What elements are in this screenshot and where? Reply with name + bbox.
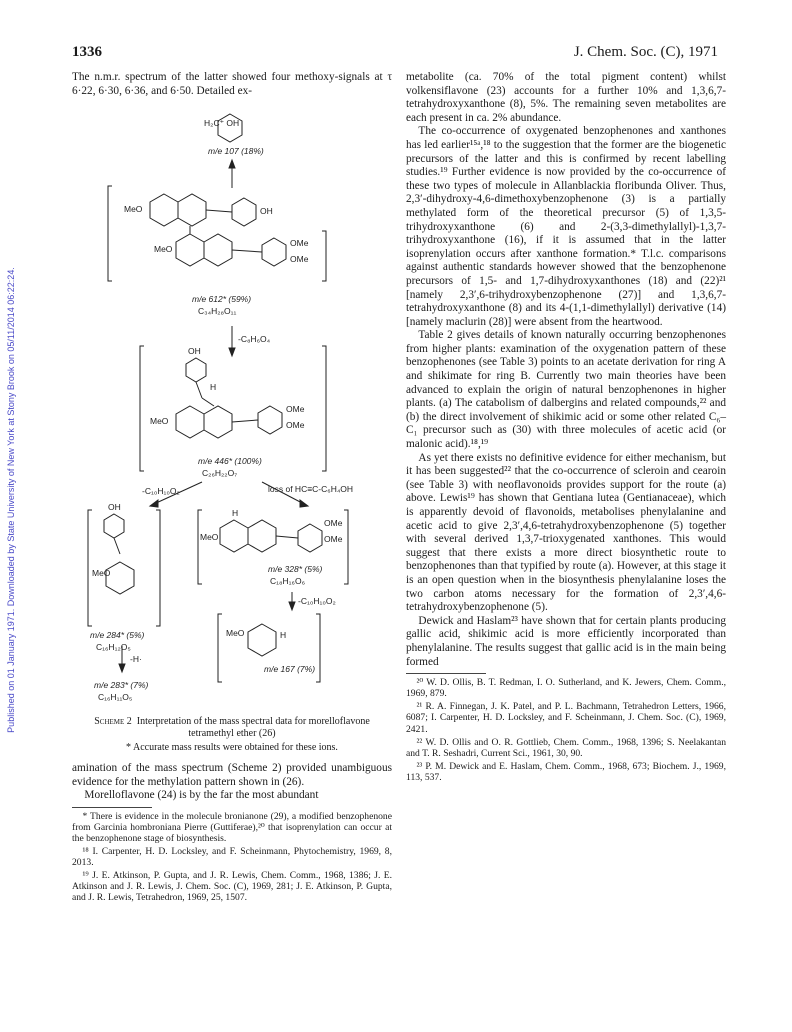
mass-spec-scheme (72, 106, 392, 738)
loss-left-label: -C₁₀H₁₀O₂ (142, 486, 180, 496)
right-footnotes (406, 677, 726, 783)
meo-label: MeO (150, 416, 169, 426)
paragraph: The co-occurrence of oxygenated benzophenones and xanthones has led earlier¹⁵ᵃ,¹⁸ to the suggestion that the former are the biogenetic precursors of the latter and this is confirmed by recent labelling studies.¹⁹ Further evidence is now provided by the co-occurrence of these two types of molecule in Allanblackia floribunda Oliver. Thus, 2,3′-dihydroxy-4,6-dimethoxybenzophenone (3) is a partially methylated form of the theoretical precursor (5) of 1,3,5-trihydroxyxanthone (6) and 2-(3,3-dimethylallyl)-1,3,7-trihydroxyxanthone (16), if it is assumed that in the latter isoprenylation occurs after xanthone formation.* T.l.c. comparisons against authentic standards however showed that the benzophenone precursors of 1,5- and 1,7-dihydroxyxanthones (18) and (22)²¹ [namely 2,3′,6-trihydroxybenzophenone (27)] and 1,3,6,7-tetrahydroxyxanthone (8) and its 4-(1,1-dimethylallyl) derivative (14) [namely maclurin (28)] were absent from the heartwood. (406, 125, 726, 328)
footnote: ¹⁹ J. E. Atkinson, P. Gupta, and J. R. Lewis, Chem. Comm., 1968, 1386; J. E. Atkinson and J. R. Lewis, J. Chem. Soc. (C), 1969, 281; J. E. Atkinson, P. Gupta, and J. R. Lewis, Tetrahedron, 1969, 25, 1507. (72, 870, 392, 904)
ion-284-formula: C₁₆H₁₂O₅ (96, 642, 131, 652)
oh-label: OH (108, 502, 121, 512)
loss-h-label: -H· (130, 654, 142, 664)
oh-label: OH (188, 346, 201, 356)
loss-right-label: loss of HC≡C-C₆H₄OH (268, 484, 354, 494)
ome-label: OMe (324, 518, 343, 528)
footnote: ²⁰ W. D. Ollis, B. T. Redman, I. O. Sutherland, and K. Jewers, Chem. Comm., 1969, 879. (406, 677, 726, 700)
paragraph: Dewick and Haslam²³ have shown that for certain plants producing gallic acid, shikimic acid is more efficiently incorporated than phenylalanine. The results suggest that gallic acid is in the main being formed (406, 614, 726, 668)
ion-612-label: m/e 612* (59%) (192, 294, 252, 304)
ion-283-label: m/e 283* (7%) (94, 680, 149, 690)
oh-label: OH (260, 206, 273, 216)
loss-label: -C₈H₆O₄ (238, 334, 271, 344)
footnote: ²³ P. M. Dewick and E. Haslam, Chem. Comm., 1968, 673; Biochem. J., 1969, 113, 537. (406, 760, 726, 783)
page-number: 1336 (72, 44, 102, 60)
paragraph: Morelloflavone (24) is by the far the most abundant (84, 789, 319, 802)
loss-328-label: -C₁₀H₁₀O₂ (298, 596, 336, 606)
footnote: ²² W. D. Ollis and O. R. Gottlieb, Chem. Comm., 1968, 1396; S. Neelakantan and T. R. Seshadri, Current Sci., 1961, 30, 90. (406, 736, 726, 759)
ome-label: OMe (290, 238, 309, 248)
left-column-top (72, 71, 392, 98)
download-watermark (2, 140, 20, 860)
paragraph: Table 2 gives details of known naturally occurring benzophenones from higher plants: examination of the oxygenation pattern of these benzophenones (see Table 3) points to an acetate derivation for ring A and shikimate for ring B. Currently two main theories have been advanced to explain the origin of natural benzophenones in higher plants. (a) The catabolism of dalbergins and related compounds,²² and (b) the direct involvement of shikimic acid or some other related C₆–C₁ precursor such as (30) with three molecules of acetic acid (or malonic acid).¹⁸,¹⁹ (406, 329, 726, 451)
left-footnotes (72, 811, 392, 904)
ion-167-label: m/e 167 (7%) (264, 664, 316, 674)
ome-label: OMe (290, 254, 309, 264)
journal-header: J. Chem. Soc. (C), 1971 (573, 44, 718, 60)
ion-284-label: m/e 284* (5%) (90, 630, 145, 640)
ome-label: OMe (286, 404, 305, 414)
ion-328-label: m/e 328* (5%) (268, 564, 323, 574)
meo-label: MeO (154, 244, 173, 254)
left-column-bottom (72, 762, 392, 906)
ion-446-formula: C₂₆H₂₂O₇ (202, 468, 238, 478)
h-label: H (232, 508, 239, 518)
paragraph: The n.m.r. spectrum of the latter showed four methoxy-signals at τ 6·22, 6·30, 6·36, and 6·50. Detailed ex- (72, 71, 392, 97)
meo-label: MeO (92, 568, 111, 578)
scheme-caption (72, 716, 392, 754)
meo-label: MeO (124, 204, 143, 214)
meo-label: MeO (226, 628, 245, 638)
watermark-text: Published on 01 January 1971. Downloaded by State University of New York at Stony Brook on 05/11/2014 06:22:24. (6, 267, 16, 733)
scheme-footnote: * Accurate mass results were obtained for these ions. (126, 742, 338, 754)
h-label: H (280, 630, 287, 640)
scheme-diagram (72, 106, 392, 716)
scheme-caption-text: Interpretation of the mass spectral data for morelloflavone tetramethyl ether (26) (136, 716, 370, 739)
paragraph: metabolite (ca. 70% of the total pigment content) whilst volkensiflavone (23) accounts for a further 10% and 1,3,6,7-tetrahydroxyxanthone (8), 5%. The remaining seven metabolites are each present in ca. 2% abundance. (406, 71, 726, 124)
scheme-label: Scheme 2 (94, 716, 132, 727)
ion-283-formula: C₁₆H₁₁O₅ (98, 692, 133, 702)
ion-612-formula: C₃₄H₂₈O₁₁ (198, 306, 237, 316)
ion-107-label: m/e 107 (18%) (208, 146, 264, 156)
footnote: ²¹ R. A. Finnegan, J. K. Patel, and P. L. Bachmann, Tetrahedron Letters, 1966, 6087; I. Carpenter, H. D. Locksley, and F. Scheinmann, J. Chem. Soc. (C), 1969, 2421. (406, 701, 726, 735)
meo-label: MeO (200, 532, 219, 542)
paragraph: amination of the mass spectrum (Scheme 2) provided unambiguous evidence for the methylation pattern shown in (26). (72, 762, 392, 788)
right-column (406, 71, 726, 785)
ion-446-label: m/e 446* (100%) (198, 456, 262, 466)
h-label: H (210, 382, 217, 392)
ome-label: OMe (286, 420, 305, 430)
footnote-rule (406, 673, 486, 674)
top-fragment-label: H₂C⁺ OH (204, 118, 240, 128)
ome-label: OMe (324, 534, 343, 544)
paragraph: As yet there exists no definitive evidence for either mechanism, but it has been suggested²² that the co-occurrence of scleroin and cearoin (see Table 3) with neoflavonoids provides support for the route (a) above. Lewis¹⁹ has shown that Gentiana lutea (Gentianaceae), which is apparently devoid of flavonoids, metabolises phenylalanine and acetic acid to give 2,3′,4,6-tetrahydroxybenzophenone (5) together with several derived 1,3,7-trioxygenated xanthones. This would suggest that there exists a more direct biosynthetic route to benzophenones than that typified by route (a). However, at this stage it is an open question when in the biosynthesis phenylalanine loses the two carbon atoms necessary for the formation of 2,3′,4,6-tetrahydroxybenzophenone (5). (406, 451, 726, 614)
ion-328-formula: C₁₈H₁₆O₆ (270, 576, 306, 586)
footnote: * There is evidence in the molecule bronianone (29), a modified benzophenone from Garcinia hombroniana Pierre (Guttiferae),²⁰ that isoprenylation can occur at the benzophenone stage of biosynthesis. (72, 810, 392, 844)
footnote-rule (72, 807, 152, 808)
footnote: ¹⁸ I. Carpenter, H. D. Locksley, and F. Scheinmann, Phytochemistry, 1969, 8, 2013. (72, 846, 392, 869)
